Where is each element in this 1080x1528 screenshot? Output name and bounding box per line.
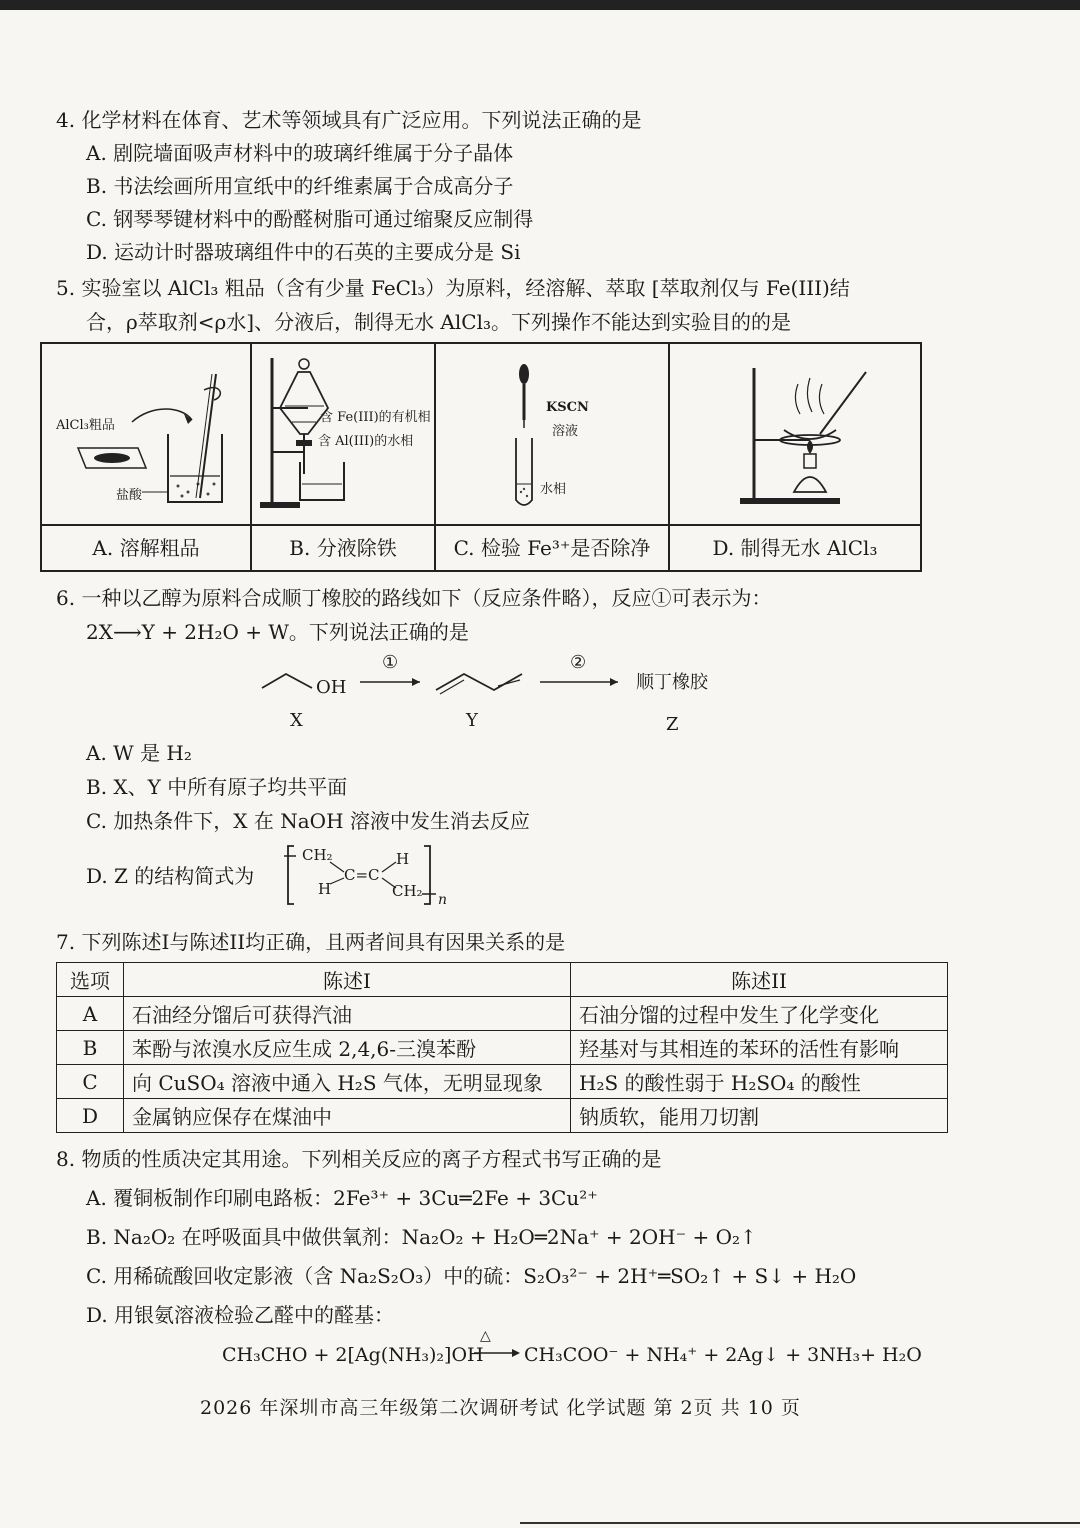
label-aqueous-phase-c: 水相	[540, 482, 567, 497]
label-solution: 溶液	[552, 424, 579, 439]
step-1-marker: ①	[382, 652, 399, 673]
label-kscn: KSCN	[546, 400, 589, 415]
q8-option-c: C. 用稀硫酸回收定影液（含 Na₂S₂O₃）中的硫：S₂O₃²⁻ + 2H⁺═SO₂↑ + S↓ + H₂O	[86, 1264, 857, 1288]
hydroxyl-label: OH	[316, 677, 347, 698]
row-statement-2: 石油分馏的过程中发生了化学变化	[571, 997, 948, 1031]
q4-stem: 4. 化学材料在体育、艺术等领域具有广泛应用。下列说法正确的是	[56, 108, 642, 132]
apparatus-cell-b	[252, 344, 436, 572]
dissolve-crude-illustration	[42, 344, 250, 526]
polymer-ch2-right: CH₂	[392, 882, 423, 900]
apparatus-cell-a	[42, 344, 252, 572]
q4-option-c: C. 钢琴琴键材料中的酚醛树脂可通过缩聚反应制得	[86, 207, 534, 231]
q6-option-b: B. X、Y 中所有原子均共平面	[86, 775, 348, 799]
equation-products: CH₃COO⁻ + NH₄⁺ + 2Ag↓ + 3NH₃+ H₂O	[524, 1344, 922, 1366]
page-footer: 2026 年深圳市高三年级第二次调研考试 化学试题 第 2页 共 10 页	[200, 1397, 801, 1419]
header-statement-1: 陈述I	[124, 963, 571, 997]
q6-option-d: D. Z 的结构简式为	[86, 864, 255, 888]
row-statement-1: 石油经分馏后可获得汽油	[124, 997, 571, 1031]
product-label: 顺丁橡胶	[636, 672, 708, 693]
row-statement-1: 苯酚与浓溴水反应生成 2,4,6-三溴苯酚	[124, 1031, 571, 1065]
equation-arrow-icon	[474, 1346, 522, 1360]
table-row	[57, 1065, 948, 1099]
caption-d: D. 制得无水 AlCl₃	[670, 524, 920, 572]
evaporation-illustration	[670, 344, 920, 526]
equation-reactants: CH₃CHO + 2[Ag(NH₃)₂]OH	[222, 1344, 484, 1366]
label-hydrochloric-acid: 盐酸	[116, 488, 143, 503]
row-key: C	[57, 1065, 124, 1099]
q7-statement-table	[56, 962, 948, 1133]
apparatus-cell-d	[670, 344, 920, 572]
q7-stem: 7. 下列陈述I与陈述II均正确，且两者间具有因果关系的是	[56, 930, 566, 954]
caption-a: A. 溶解粗品	[42, 524, 250, 572]
caption-c: C. 检验 Fe³⁺是否除净	[436, 524, 668, 572]
row-statement-2: H₂S 的酸性弱于 H₂SO₄ 的酸性	[571, 1065, 948, 1099]
label-aqueous-phase: 含 Al(III)的水相	[318, 434, 414, 449]
polymer-ch2-left: CH₂	[302, 846, 333, 864]
table-row	[57, 1099, 948, 1133]
label-alcl3-crude: AlCl₃粗品	[56, 418, 115, 433]
q4-option-b: B. 书法绘画所用宣纸中的纤维素属于合成高分子	[86, 174, 514, 198]
label-x: X	[290, 710, 303, 731]
row-key: A	[57, 997, 124, 1031]
polymer-subscript-n: n	[438, 892, 448, 908]
equation-heat-condition: △	[480, 1328, 491, 1344]
row-key: D	[57, 1099, 124, 1133]
row-statement-2: 钠质软，能用刀切割	[571, 1099, 948, 1133]
q6-option-a: A. W 是 H₂	[86, 741, 192, 765]
row-statement-2: 羟基对与其相连的苯环的活性有影响	[571, 1031, 948, 1065]
q6-option-c: C. 加热条件下，X 在 NaOH 溶液中发生消去反应	[86, 809, 530, 833]
q8-option-b: B. Na₂O₂ 在呼吸面具中做供氧剂：Na₂O₂ + H₂O═2Na⁺ + 2OH⁻ + O₂↑	[86, 1225, 757, 1249]
row-key: B	[57, 1031, 124, 1065]
scan-top-edge	[0, 0, 1080, 10]
q8-option-d: D. 用银氨溶液检验乙醛中的醛基：	[86, 1303, 395, 1327]
scan-bottom-edge	[520, 1522, 1080, 1524]
q8-stem: 8. 物质的性质决定其用途。下列相关反应的离子方程式书写正确的是	[56, 1147, 662, 1171]
label-y: Y	[466, 710, 478, 731]
q4-option-d: D. 运动计时器玻璃组件中的石英的主要成分是 Si	[86, 240, 521, 264]
q5-stem-line1: 5. 实验室以 AlCl₃ 粗品（含有少量 FeCl₃）为原料，经溶解、萃取 [萃取剂仅与 Fe(III)结	[56, 276, 850, 300]
header-option: 选项	[57, 963, 124, 997]
polymer-h-left: H	[318, 880, 332, 898]
table-header-row	[57, 963, 948, 997]
apparatus-cell-c	[436, 344, 670, 572]
label-z: Z	[666, 714, 679, 735]
q4-option-a: A. 剧院墙面吸声材料中的玻璃纤维属于分子晶体	[86, 141, 514, 165]
polymer-h-right: H	[396, 850, 410, 868]
q5-stem-line2: 合，ρ萃取剂<ρ水]、分液后，制得无水 AlCl₃。下列操作不能达到实验目的的是	[86, 310, 791, 334]
q6-stem-line1: 6. 一种以乙醇为原料合成顺丁橡胶的路线如下（反应条件略），反应①可表示为：	[56, 586, 772, 610]
polymer-double-bond: C=C	[344, 866, 380, 884]
step-2-marker: ②	[570, 652, 587, 673]
q5-apparatus-table	[40, 342, 922, 572]
header-statement-2: 陈述II	[571, 963, 948, 997]
row-statement-1: 金属钠应保存在煤油中	[124, 1099, 571, 1133]
table-row	[57, 997, 948, 1031]
table-row	[57, 1031, 948, 1065]
label-organic-phase: 含 Fe(III)的有机相	[320, 410, 431, 425]
q8-option-a: A. 覆铜板制作印刷电路板：2Fe³⁺ + 3Cu═2Fe + 3Cu²⁺	[86, 1186, 598, 1210]
q6-stem-line2: 2X⟶Y + 2H₂O + W。下列说法正确的是	[86, 620, 469, 644]
row-statement-1: 向 CuSO₄ 溶液中通入 H₂S 气体，无明显现象	[124, 1065, 571, 1099]
caption-b: B. 分液除铁	[252, 524, 434, 572]
